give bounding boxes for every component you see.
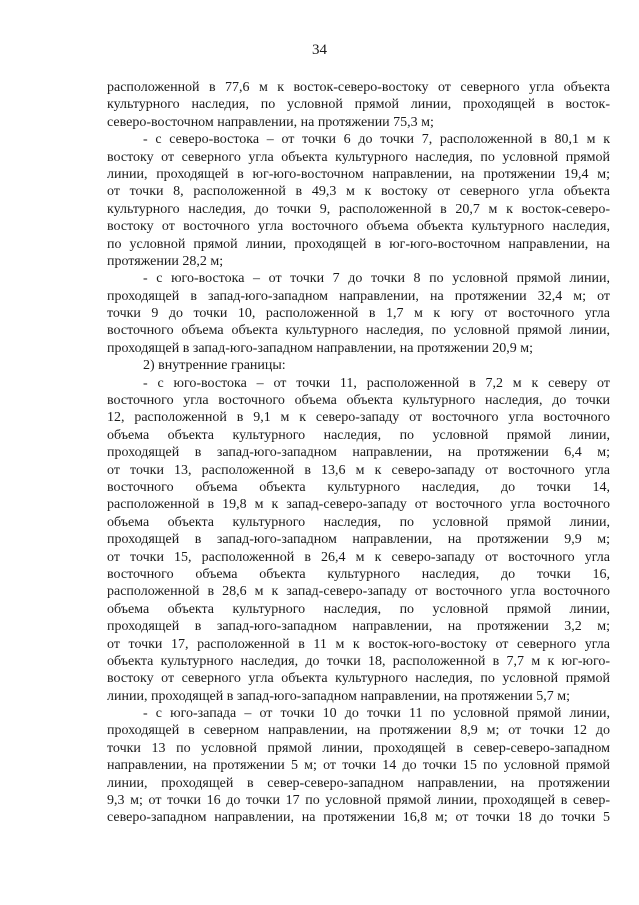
text-line: восточного объема объекта культурного наследия, до точки 14, (107, 479, 610, 495)
text-line: протяжении 28,2 м; (107, 253, 224, 269)
text-line: объема объекта культурного наследия, по условной прямой линии, (107, 427, 610, 443)
text-line: линии, проходящей в юг-юго-восточном направлении, на протяжении 19,4 м; (107, 166, 610, 182)
text-line: проходящей в запад-юго-западном направлении, на протяжении 32,4 м; от (107, 288, 610, 304)
text-line: расположенной в 77,6 м к восток-северо-востоку от северного угла объекта (107, 80, 610, 95)
text-line: - с северо-востока – от точки 6 до точки 7, расположенной в 80,1 м к (143, 132, 610, 148)
text-line: проходящей в запад-юго-западном направлении, на протяжении 9,9 м; (107, 532, 610, 548)
text-line: 9,3 м; от точки 16 до точки 17 по условной прямой линии, проходящей в север- (107, 793, 610, 809)
text-line: направлении, на протяжении 5 м; от точки 14 до точки 15 по условной прямой (107, 758, 610, 774)
text-line: точки 9 до точки 10, расположенной в 1,7 м к югу от восточного угла (107, 306, 610, 322)
text-line: - с юго-востока – от точки 7 до точки 8 по условной прямой линии, (143, 271, 610, 287)
text-line: от точки 17, расположенной в 11 м к восток-юго-востоку от северного угла (107, 636, 610, 652)
text-line: культурного наследия, по условной прямой линии, проходящей в восток- (107, 97, 610, 113)
text-line: - с юго-востока – от точки 11, расположенной в 7,2 м к северу от (143, 375, 610, 391)
text-line: от точки 13, расположенной в 13,6 м к северо-западу от восточного угла (107, 462, 610, 478)
text-line: востоку от северного угла объекта культурного наследия, по условной прямой (107, 149, 610, 165)
text-line: северо-восточном направлении, на протяжении 75,3 м; (107, 114, 434, 130)
text-line: востоку от восточного угла восточного объема объекта культурного наследия, (107, 219, 610, 235)
text-line: линии, проходящей в запад-юго-западном направлении, на протяжении 5,7 м; (107, 688, 571, 704)
text-line: - с юго-запада – от точки 10 до точки 11 по условной прямой линии, (143, 706, 610, 722)
text-line: проходящей в запад-юго-западном направлении, на протяжении 6,4 м; (107, 445, 610, 461)
text-line: восточного объема объекта культурного наследия, до точки 16, (107, 566, 610, 582)
text-line: объема объекта культурного наследия, по условной прямой линии, (107, 601, 610, 617)
text-line: проходящей в запад-юго-западном направлении, на протяжении 20,9 м; (107, 340, 534, 356)
text-line: 12, расположенной в 9,1 м к северо-западу от восточного угла восточного (107, 410, 610, 426)
text-line: объекта культурного наследия, до точки 18, расположенной в 7,7 м к юг-юго- (107, 653, 610, 669)
text-line: от точки 15, расположенной в 26,4 м к северо-западу от восточного угла (107, 549, 610, 565)
text-line: восточного объема объекта культурного наследия, по условной прямой линии, (107, 323, 610, 339)
text-line: восточного угла восточного объема объекта культурного наследия, до точки (107, 393, 610, 409)
text-line: от точки 8, расположенной в 49,3 м к востоку от северного угла объекта (107, 184, 610, 200)
text-line: точки 13 по условной прямой линии, проходящей в север-северо-западном (107, 740, 610, 756)
text-line: проходящей в северном направлении, на протяжении 8,9 м; от точки 12 до (107, 723, 610, 739)
text-line: расположенной в 19,8 м к запад-северо-западу от восточного угла восточного (107, 497, 610, 513)
text-line: линии, проходящей в север-северо-западном направлении, на протяжении (107, 775, 610, 791)
text-line: 2) внутренние границы: (143, 358, 286, 374)
text-line: объема объекта культурного наследия, по условной прямой линии, (107, 514, 610, 530)
text-line: проходящей в запад-юго-западном направлении, на протяжении 3,2 м; (107, 619, 610, 635)
text-line: расположенной в 28,6 м к запад-северо-западу от восточного угла восточного (107, 584, 610, 600)
document-body (107, 79, 610, 827)
text-line: северо-западном направлении, на протяжении 16,8 м; от точки 18 до точки 5 (107, 810, 610, 826)
text-line: по условной прямой линии, проходящей в юг-юго-восточном направлении, на (107, 236, 610, 252)
page-number: 34 (312, 42, 327, 58)
text-line: востоку от северного угла объекта культурного наследия, по условной прямой (107, 671, 610, 687)
text-line: культурного наследия, до точки 9, расположенной в 20,7 м к восток-северо- (107, 201, 610, 217)
